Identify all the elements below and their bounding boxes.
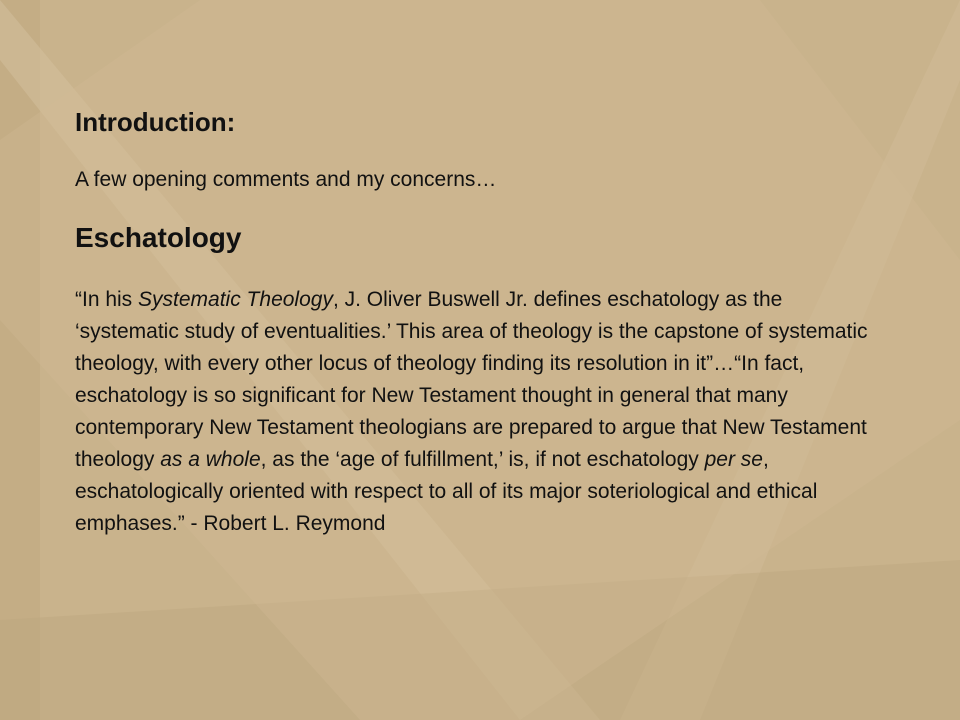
quote-text-1: “In his: [75, 288, 139, 311]
slide-content: [75, 104, 875, 540]
bg-panel-top-left: [0, 0, 40, 720]
quote-text-2: , J. Oliver Buswell Jr. defines eschatology as the ‘systematic study of eventualities.’ This area of theology is the capstone of systematic theology, with every other locus of theology finding its resolution in it”…“In fact, eschatology is so significant for New Testament thought in general that many contemporary New Testament theologians are prepared to argue that New Testament theology: [75, 288, 868, 471]
quote-text-3: , as the ‘age of fulfillment,’ is, if not eschatology: [260, 448, 705, 471]
quote-text-4: , eschatologically oriented with respect to all of its major soteriological and ethical emphases.” - Robert L. Reymond: [75, 448, 818, 535]
quote-italic-per-se: per se: [704, 448, 763, 471]
topic-heading: Eschatology: [75, 222, 242, 253]
opening-comments-line: A few opening comments and my concerns…: [75, 168, 497, 191]
slide-heading: Introduction:: [75, 107, 236, 137]
reymond-quote: [75, 284, 875, 540]
quote-italic-as-a-whole: as a whole: [160, 448, 261, 471]
quote-italic-systematic-theology: Systematic Theology: [138, 288, 333, 311]
